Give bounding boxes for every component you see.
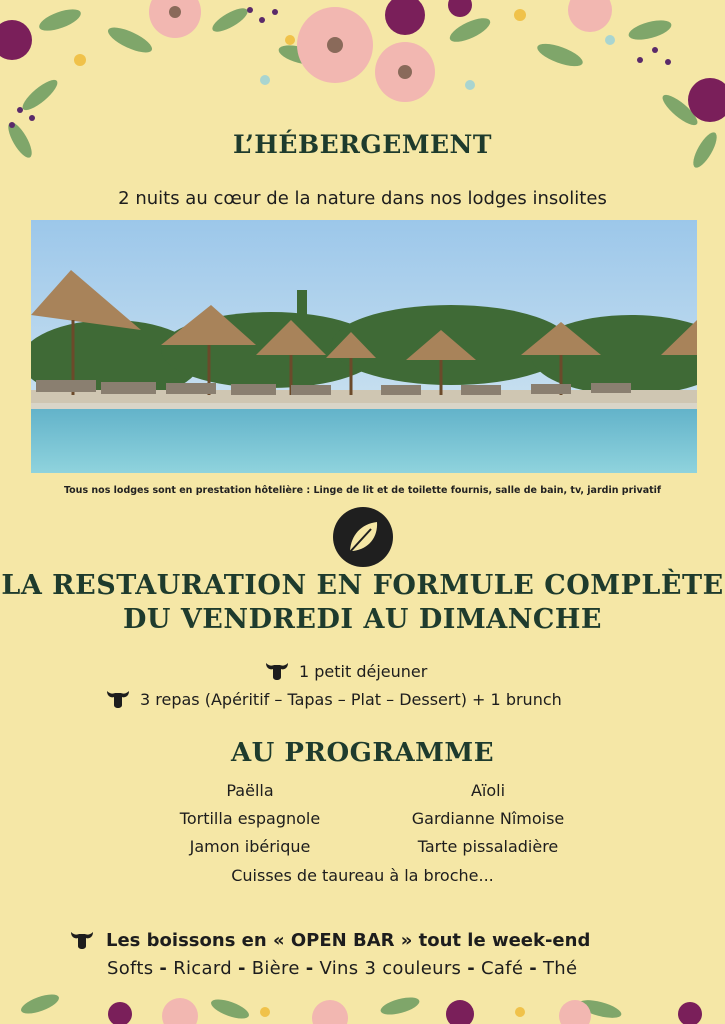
drink-separator: - bbox=[237, 958, 246, 979]
meal-label: 3 repas (Apéritif – Tapas – Plat – Dessert) + 1 brunch bbox=[140, 689, 562, 709]
floral-border-bottom bbox=[0, 984, 725, 1024]
program-title: AU PROGRAMME bbox=[230, 738, 495, 768]
dish-item: Tortilla espagnole bbox=[179, 809, 321, 828]
meal-item bbox=[104, 685, 562, 713]
drink-item: Vins 3 couleurs bbox=[319, 958, 462, 979]
drinks-list bbox=[107, 958, 577, 979]
drink-separator: - bbox=[305, 958, 314, 979]
meal-label: 1 petit déjeuner bbox=[299, 661, 428, 681]
dish-item: Cuisses de taureau à la broche... bbox=[231, 866, 494, 885]
lodging-subtitle: 2 nuits au cœur de la nature dans nos lodges insolites bbox=[118, 188, 607, 209]
dish-item: Aïoli bbox=[470, 781, 506, 800]
drink-item: Bière bbox=[251, 958, 300, 979]
drinks-title: Les boissons en « OPEN BAR » tout le week-end bbox=[106, 929, 591, 951]
drink-item: Thé bbox=[542, 958, 578, 979]
drink-item: Ricard bbox=[173, 958, 232, 979]
drink-separator: - bbox=[467, 958, 475, 979]
floral-border-top bbox=[0, 0, 725, 190]
lodging-caption: Tous nos lodges sont en prestation hôtelière : Linge de lit et de toilette fournis, salle de bain, tv, jardin privatif bbox=[63, 485, 662, 496]
pool-photo bbox=[31, 220, 697, 473]
lodging-title: L’HÉBERGEMENT bbox=[232, 130, 492, 159]
drinks-title-row bbox=[68, 926, 590, 954]
restaurant-title-line1: LA RESTAURATION EN FORMULE COMPLÈTE bbox=[1, 570, 724, 601]
drink-separator: - bbox=[529, 958, 537, 979]
meal-item bbox=[263, 657, 427, 685]
dish-item: Tarte pissaladière bbox=[417, 837, 559, 856]
restaurant-title-line2: DU VENDREDI AU DIMANCHE bbox=[123, 604, 602, 635]
bull-head-icon bbox=[104, 685, 132, 713]
dish-item: Jamon ibérique bbox=[189, 837, 311, 856]
leaf-icon bbox=[333, 507, 393, 567]
bull-head-icon bbox=[68, 926, 96, 954]
drink-item: Softs bbox=[107, 958, 154, 979]
dish-item: Gardianne Nîmoise bbox=[411, 809, 565, 828]
drink-item: Café bbox=[480, 958, 524, 979]
bull-head-icon bbox=[263, 657, 291, 685]
dish-item: Paëlla bbox=[226, 781, 274, 800]
drink-separator: - bbox=[159, 958, 168, 979]
